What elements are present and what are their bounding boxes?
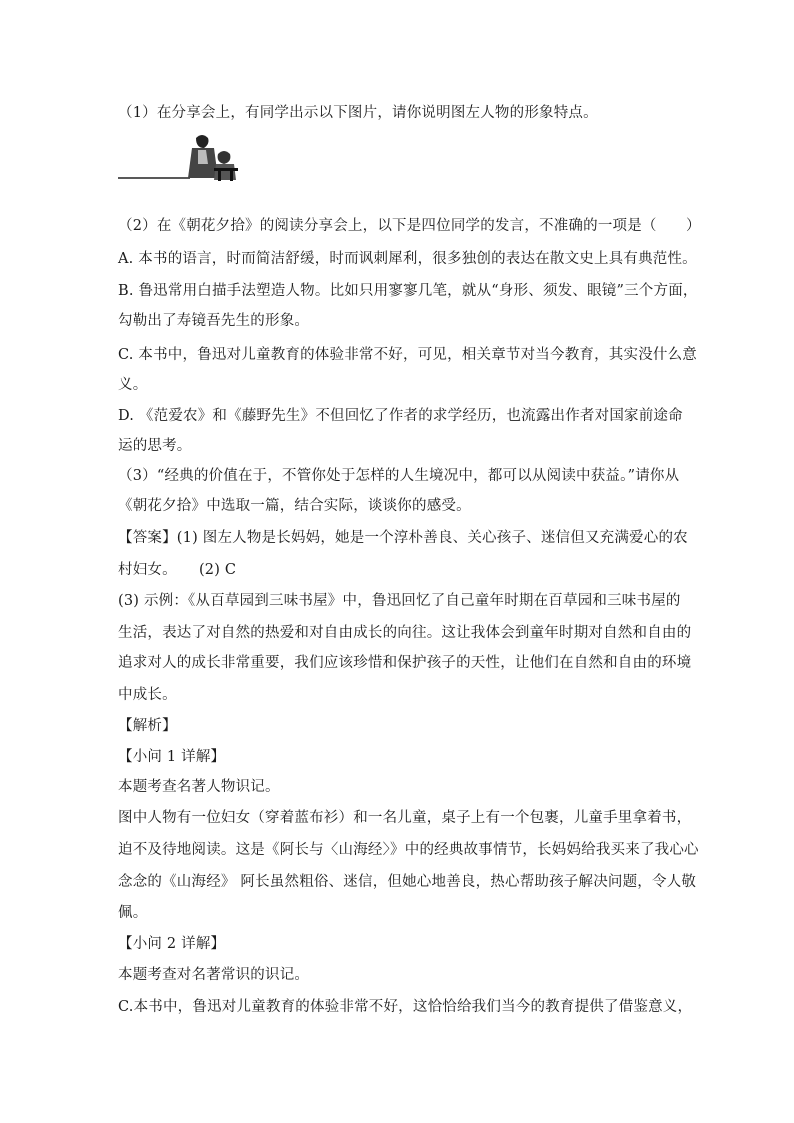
answer-3-line-1: (3) 示例：《从百草园到三味书屋》中，鲁迅回忆了自己童年时期在百草园和三味书屋的 [118,593,681,609]
option-d-line-1: D. 《范爱农》和《藤野先生》不但回忆了作者的求学经历，也流露出作者对国家前途命 [118,408,683,424]
subquestion-1-line-4: 佩。 [118,905,148,921]
subquestion-2-heading: 【小问 2 详解】 [118,936,226,952]
subquestion-1-topic: 本题考查名著人物识记。 [118,779,280,795]
subquestion-1-heading: 【小问 1 详解】 [118,749,226,765]
option-d-line-2: 运的思考。 [118,438,192,454]
subquestion-2-line-1: C.本书中，鲁迅对儿童教育的体验非常不好，这恰恰给我们当今的教育提供了借鉴意义， [118,999,693,1015]
answer-3-line-4: 中成长。 [118,687,177,703]
analysis-heading: 【解析】 [118,718,177,734]
answer-3-line-3: 追求对人的成长非常重要，我们应该珍惜和保护孩子的天性，让他们在自然和自由的环境 [118,655,692,671]
subquestion-1-line-2: 迫不及待地阅读。这是《阿长与〈山海经〉》中的经典故事情节，长妈妈给我买来了我心心 [118,842,699,858]
answer-line-1: 【答案】(1) 图左人物是长妈妈，她是一个淳朴善良、关心孩子、迷信但又充满爱心的农 [118,530,688,546]
option-c-line-1: C. 本书中，鲁迅对儿童教育的体验非常不好，可见，相关章节对当今教育，其实没什么意 [118,347,697,363]
option-c-line-2: 义。 [118,377,148,393]
subquestion-1-line-3: 念念的《山海经》 阿长虽然粗俗、迷信，但她心地善良，热心帮助孩子解决问题，令人敬 [118,874,697,890]
subquestion-2-topic: 本题考查对名著常识的识记。 [118,967,310,983]
question-1-text: （1）在分享会上，有同学出示以下图片，请你说明图左人物的形象特点。 [118,105,598,121]
subquestion-1-line-1: 图中人物有一位妇女（穿着蓝布衫）和一名儿童，桌子上有一个包裹，儿童手里拿着书， [118,810,692,826]
option-a: A. 本书的语言，时而简洁舒缓，时而讽刺犀利，很多独创的表达在散文史上具有典范性。 [118,251,697,267]
question-3-line-1: （3）“经典的价值在于，不管你处于怎样的人生境况中，都可以从阅读中获益。”请你从 [118,468,680,484]
answer-line-2: 村妇女。 (2) C [118,562,237,578]
illustration-woman-and-child [118,130,258,186]
option-b-line-1: B. 鲁迅常用白描手法塑造人物。比如只用寥寥几笔，就从“身形、须发、眼镜”三个方面， [118,283,698,299]
answer-3-line-2: 生活，表达了对自然的热爱和对自由成长的向往。这让我体会到童年时期对自然和自由的 [118,625,692,641]
question-2-text: （2）在《朝花夕拾》的阅读分享会上，以下是四位同学的发言，不准确的一项是（ ） [118,218,701,234]
question-3-line-2: 《朝花夕拾》中选取一篇，结合实际，谈谈你的感受。 [118,498,471,514]
option-b-line-2: 勾勒出了寿镜吾先生的形象。 [118,313,310,329]
